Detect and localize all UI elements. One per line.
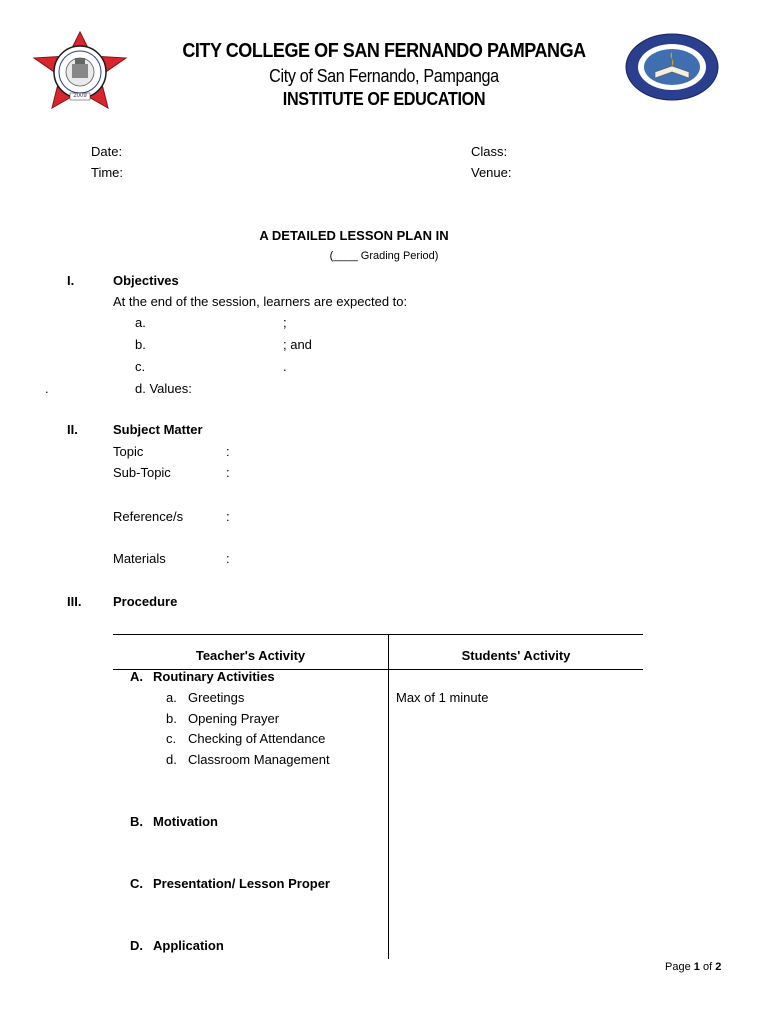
objectives-heading: Objectives bbox=[113, 273, 179, 288]
stray-dot: . bbox=[45, 381, 49, 396]
page-current: 1 bbox=[693, 961, 700, 973]
procedure-number: III. bbox=[67, 594, 82, 609]
routine-letter: a. bbox=[166, 690, 177, 705]
section-title: Presentation/ Lesson Proper bbox=[153, 876, 330, 891]
section-label: A. bbox=[130, 669, 143, 684]
objectives-intro: At the end of the session, learners are expected to: bbox=[113, 294, 408, 309]
institute-name: INSTITUTE OF EDUCATION bbox=[282, 89, 486, 109]
objective-suffix: . bbox=[283, 359, 287, 374]
date-label: Date: bbox=[91, 144, 123, 159]
references-label: Reference/s bbox=[113, 509, 184, 524]
routine-item: Classroom Management bbox=[188, 752, 330, 767]
page-indicator bbox=[665, 961, 721, 973]
topic-colon: : bbox=[226, 444, 230, 459]
time-label: Time: bbox=[91, 165, 124, 180]
routine-item: Opening Prayer bbox=[188, 711, 280, 726]
page-total: 2 bbox=[715, 961, 722, 973]
routine-item: Checking of Attendance bbox=[188, 731, 326, 746]
materials-colon: : bbox=[226, 551, 230, 566]
subtopic-colon: : bbox=[226, 465, 230, 480]
objective-values-label: d. Values: bbox=[135, 381, 192, 396]
objectives-number: I. bbox=[67, 273, 75, 288]
student-time-note: Max of 1 minute bbox=[396, 690, 489, 705]
class-label: Class: bbox=[471, 144, 508, 159]
subject-heading: Subject Matter bbox=[113, 422, 203, 437]
page-word: Page bbox=[665, 961, 691, 973]
routine-letter: c. bbox=[166, 731, 177, 746]
lesson-plan-title: A DETAILED LESSON PLAN IN bbox=[259, 228, 449, 243]
table-column-divider bbox=[388, 634, 389, 959]
subject-number: II. bbox=[67, 422, 78, 437]
routine-item: Greetings bbox=[188, 690, 245, 705]
topic-label: Topic bbox=[113, 444, 144, 459]
college-city: City of San Fernando, Pampanga bbox=[269, 66, 499, 86]
table-top-rule bbox=[113, 634, 643, 635]
subtopic-label: Sub-Topic bbox=[113, 465, 171, 480]
section-title: Routinary Activities bbox=[153, 669, 275, 684]
teacher-activity-header: Teacher's Activity bbox=[195, 648, 306, 663]
section-label: D. bbox=[130, 938, 143, 953]
routine-letter: d. bbox=[166, 752, 177, 767]
section-label: C. bbox=[130, 876, 143, 891]
college-name: CITY COLLEGE OF SAN FERNANDO PAMPANGA bbox=[182, 40, 586, 62]
venue-label: Venue: bbox=[471, 165, 512, 180]
seal-year: 2009 bbox=[73, 93, 87, 99]
objective-letter: c. bbox=[135, 359, 146, 374]
objective-suffix: ; and bbox=[283, 337, 312, 352]
grading-period: (____ Grading Period) bbox=[329, 250, 439, 262]
procedure-heading: Procedure bbox=[113, 594, 178, 609]
objective-suffix: ; bbox=[283, 315, 287, 330]
students-activity-header: Students' Activity bbox=[461, 648, 571, 663]
objective-letter: b. bbox=[135, 337, 146, 352]
objective-letter: a. bbox=[135, 315, 146, 330]
materials-label: Materials bbox=[113, 551, 166, 566]
section-title: Motivation bbox=[153, 814, 218, 829]
references-colon: : bbox=[226, 509, 230, 524]
section-title: Application bbox=[153, 938, 224, 953]
routine-letter: b. bbox=[166, 711, 177, 726]
section-label: B. bbox=[130, 814, 143, 829]
page-of: of bbox=[702, 961, 713, 973]
